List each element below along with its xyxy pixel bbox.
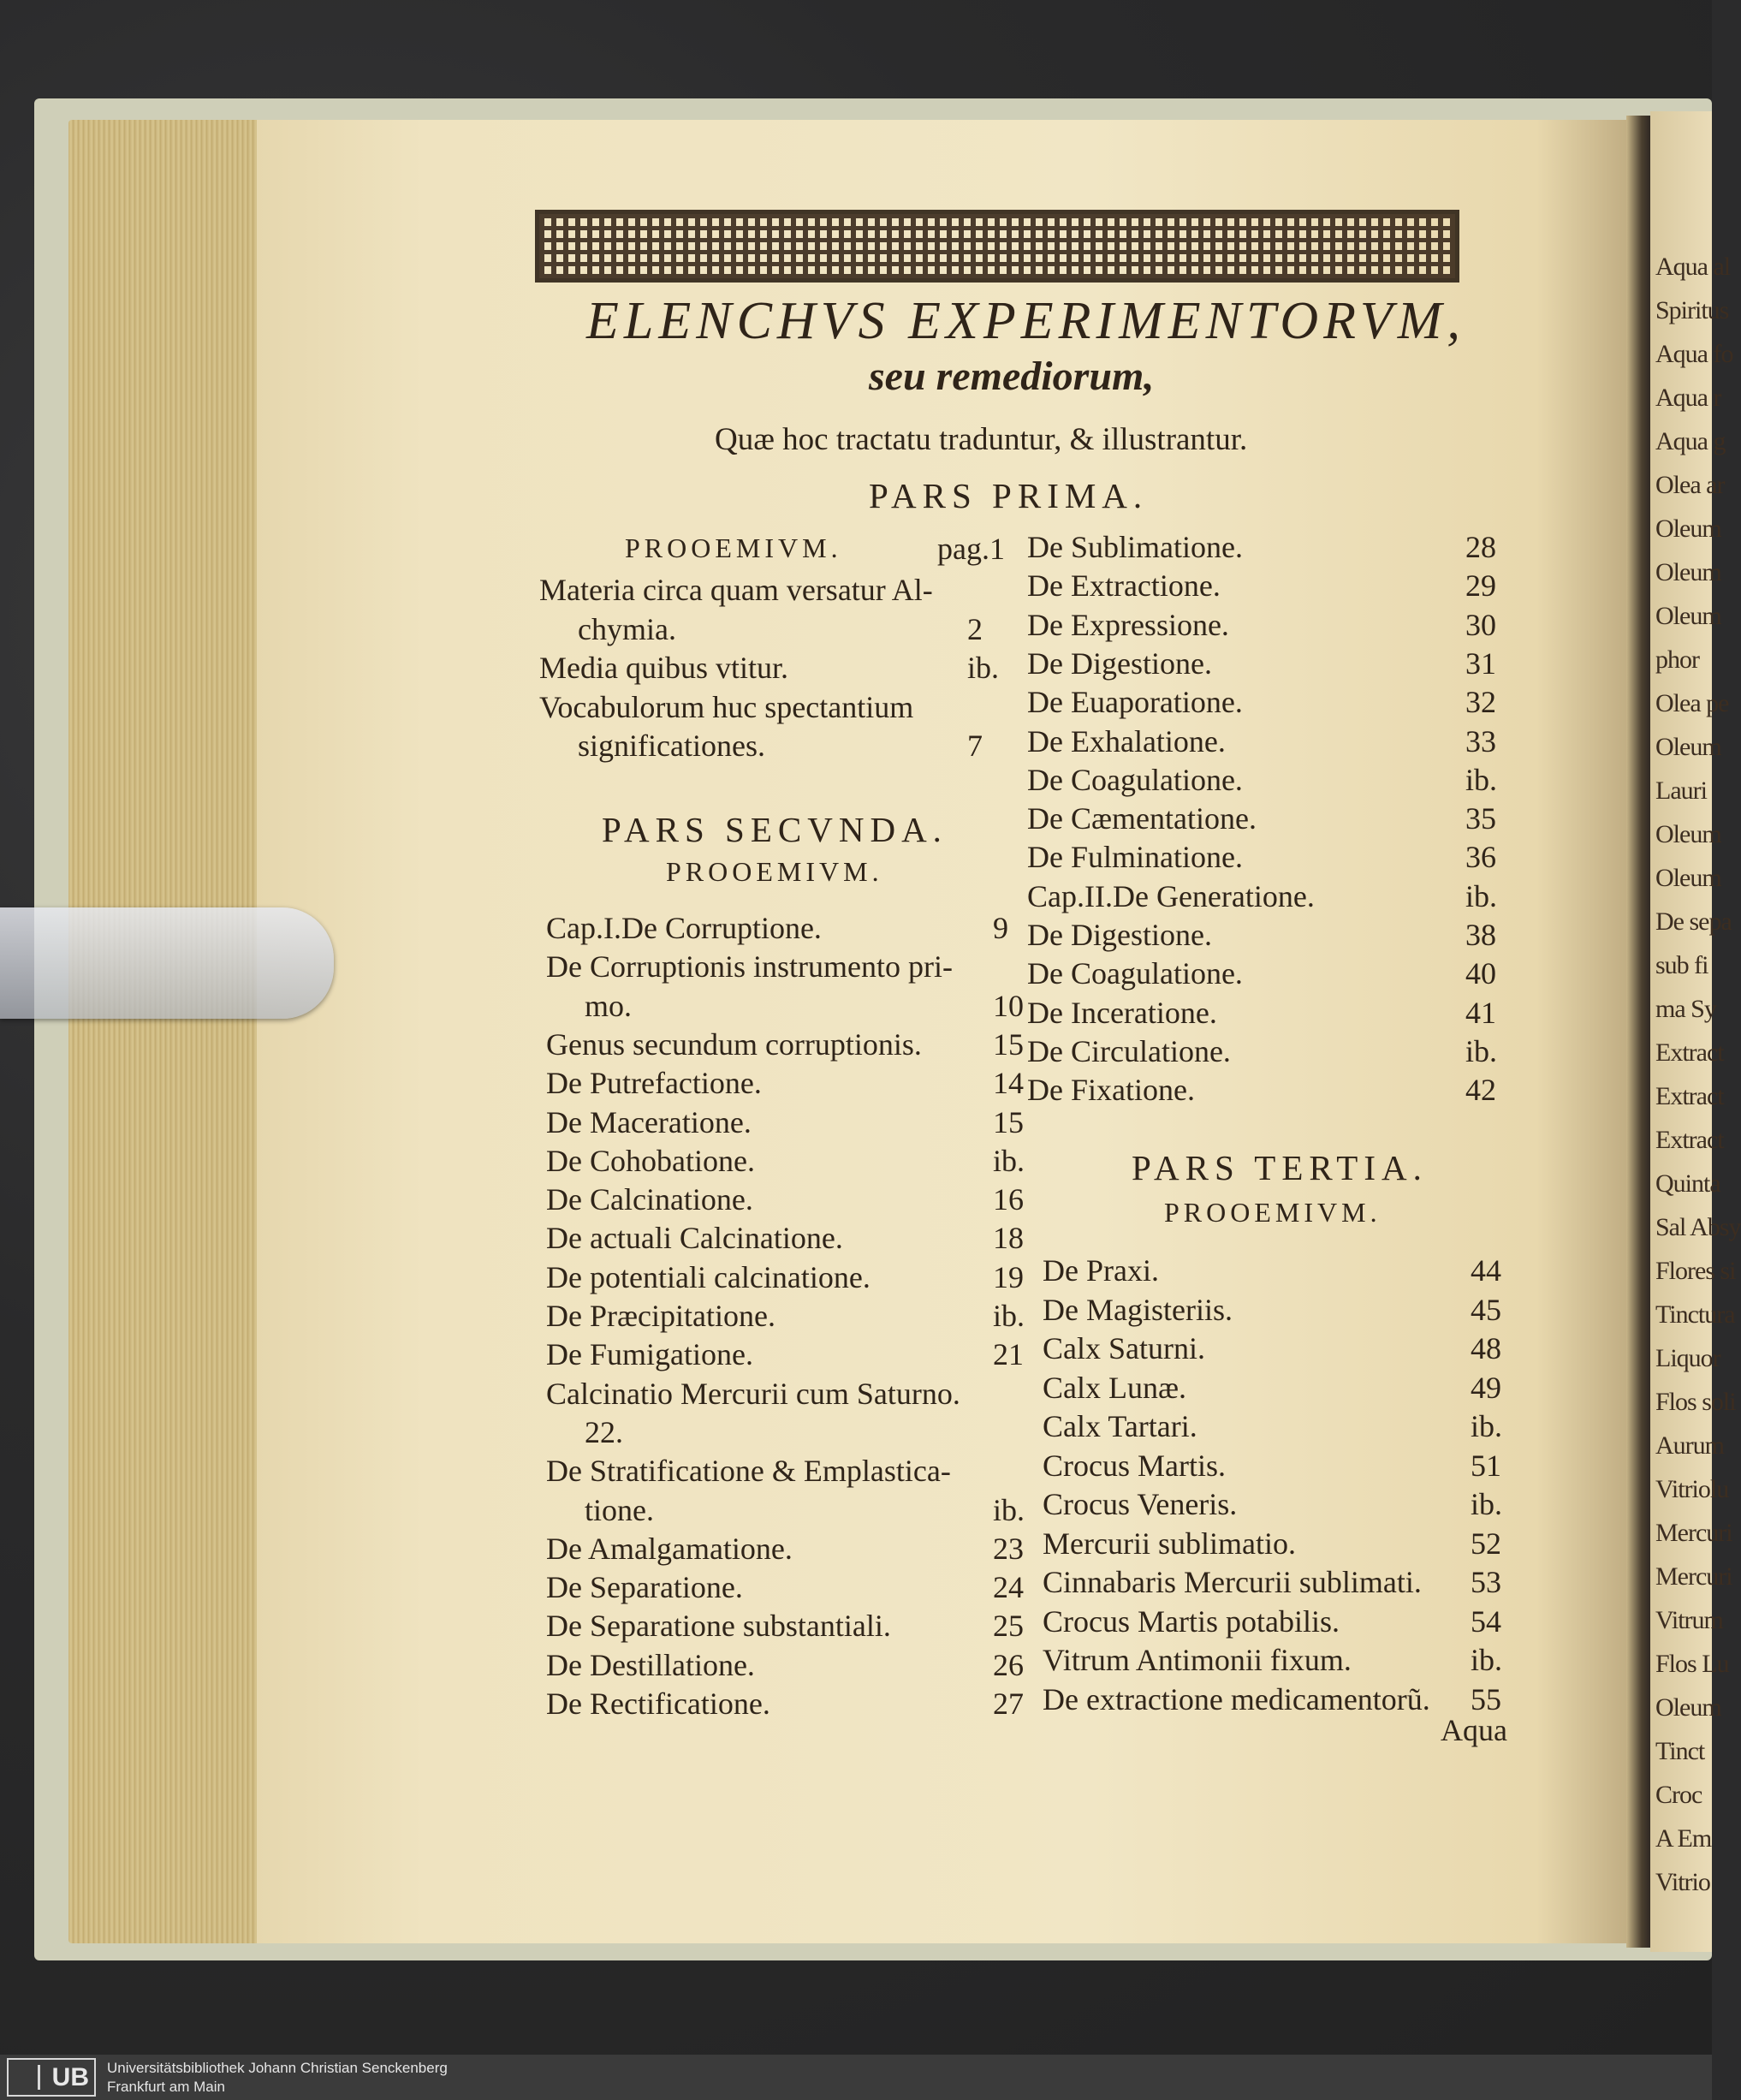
entry-title: mo.	[585, 988, 633, 1023]
adjacent-page-fragment: Olea ar	[1655, 471, 1725, 499]
book-clip	[0, 907, 334, 1019]
entry-page-number: ib.	[993, 1299, 1025, 1333]
page-title: ELENCHVS EXPERIMENTORVM,	[586, 292, 1465, 350]
adjacent-page-fragment: Oleum	[1655, 602, 1721, 630]
entry-page-number: 35	[1465, 801, 1496, 836]
entry-title: chymia.	[578, 611, 676, 646]
footer-library-city: Frankfurt am Main	[107, 2079, 225, 2095]
entry-page-number: 54	[1471, 1603, 1501, 1639]
entry-title: De Coagulatione.	[1027, 762, 1243, 797]
entry-title: De Separatione substantiali.	[546, 1609, 891, 1644]
adjacent-page-fragment: De sepa	[1655, 907, 1732, 936]
printers-ornament-band	[535, 210, 1459, 283]
entry-title: De Cæmentatione.	[1027, 801, 1257, 836]
entry-page-number: 18	[993, 1221, 1024, 1256]
part-secunda-heading: PARS SECVNDA.	[602, 810, 948, 849]
adjacent-page-fragment: Oleum	[1655, 558, 1721, 586]
entry-title: Materia circa quam versatur Al-	[539, 573, 933, 607]
entry-page-number: 14	[993, 1066, 1024, 1101]
adjacent-page-fragment: Extract	[1655, 1082, 1724, 1110]
entry-page-number: 53	[1471, 1565, 1501, 1599]
adjacent-page-fragment: Aqua fo	[1655, 340, 1733, 368]
entry-title: Cap.I.De Corruptione.	[546, 911, 822, 945]
entry-page-number: ib.	[993, 1143, 1025, 1178]
adjacent-page-fragment: Oleum	[1655, 864, 1721, 892]
adjacent-page-fragment: Aqua al	[1655, 253, 1731, 281]
adjacent-page-fragment: Flos Lu	[1655, 1650, 1729, 1678]
entry-title: 22.	[585, 1414, 623, 1449]
adjacent-page-fragment: Vitriolu	[1655, 1475, 1729, 1503]
entry-page-number: ib.	[1465, 878, 1498, 913]
adjacent-page-fragment: Flores si	[1655, 1257, 1736, 1285]
intro-line: Quæ hoc tractatu traduntur, & illustrantur.	[715, 422, 1248, 457]
entry-page-number: 9	[993, 911, 1008, 945]
entry-title: De Putrefactione.	[546, 1066, 762, 1101]
adjacent-page-fragment: Sal Absy	[1655, 1213, 1741, 1241]
entry-title: De Corruptionis instrumento pri-	[546, 949, 953, 985]
entry-page-number: 52	[1471, 1526, 1501, 1561]
entry-title: Vitrum Antimonii fixum.	[1043, 1643, 1352, 1677]
adjacent-page-fragment: Vitrum	[1655, 1606, 1723, 1634]
page-edges	[68, 120, 265, 1943]
entry-page-number: 38	[1465, 918, 1496, 952]
adjacent-page-fragment: Tinct	[1655, 1737, 1705, 1765]
entry-page-number: 24	[993, 1570, 1024, 1605]
entry-title: De Calcinatione.	[546, 1182, 753, 1217]
part-prima-proemium-page: pag.1	[937, 532, 1005, 566]
entry-title: De Magisteriis.	[1043, 1292, 1233, 1327]
entry-title: De Separatione.	[546, 1570, 743, 1605]
page-subtitle: seu remediorum,	[869, 354, 1155, 399]
entry-title: Crocus Martis potabilis.	[1043, 1603, 1340, 1639]
ub-logo	[7, 2058, 96, 2097]
entry-title: Crocus Veneris.	[1043, 1487, 1238, 1521]
entry-title: De Sublimatione.	[1027, 530, 1243, 564]
adjacent-page-fragment: Mercuri	[1655, 1519, 1732, 1547]
entry-page-number: 40	[1465, 956, 1496, 991]
part-tertia-heading: PARS TERTIA.	[1132, 1148, 1428, 1187]
entry-page-number: 26	[993, 1647, 1024, 1682]
entry-title: De Fulminatione.	[1027, 840, 1243, 875]
entry-page-number: 45	[1471, 1292, 1501, 1327]
adjacent-page-fragment: Tinctura	[1655, 1300, 1735, 1329]
entry-title: De Coagulatione.	[1027, 956, 1243, 991]
entry-title: De Praxi.	[1043, 1253, 1159, 1288]
entry-page-number: ib.	[993, 1492, 1025, 1527]
entry-page-number: ib.	[1471, 1487, 1503, 1521]
adjacent-page-fragment: Oleum	[1655, 515, 1721, 543]
entry-title: Crocus Martis.	[1043, 1448, 1226, 1483]
entry-page-number: 31	[1465, 645, 1496, 681]
entry-title: De actuali Calcinatione.	[546, 1221, 843, 1256]
entry-page-number: 28	[1465, 530, 1496, 564]
adjacent-page-fragment: A Em	[1655, 1824, 1712, 1853]
entry-title: Calx Lunæ.	[1043, 1370, 1186, 1405]
adjacent-page-fragment: sub fi	[1655, 951, 1708, 979]
entry-title: De Digestione.	[1027, 645, 1212, 681]
entry-page-number: 48	[1471, 1331, 1501, 1365]
adjacent-page-fragment: Aurum	[1655, 1431, 1724, 1460]
entry-page-number: ib.	[1471, 1409, 1503, 1443]
entry-title: Media quibus vtitur.	[539, 651, 788, 685]
entry-page-number: 29	[1465, 568, 1496, 604]
entry-page-number: 7	[967, 729, 983, 763]
entry-page-number: 44	[1471, 1253, 1501, 1288]
part-prima-heading: PARS PRIMA.	[869, 476, 1149, 515]
entry-title: De potentiali calcinatione.	[546, 1259, 870, 1294]
entry-title: De Euaporatione.	[1027, 685, 1243, 720]
adjacent-page-fragment: Extract	[1655, 1126, 1724, 1154]
entry-page-number: 55	[1471, 1681, 1501, 1716]
entry-title: De Digestione.	[1027, 918, 1212, 952]
entry-title: Vocabulorum huc spectantium	[539, 689, 914, 724]
adjacent-page-fragment: Oleum	[1655, 820, 1721, 848]
entry-title: De Inceratione.	[1027, 995, 1217, 1030]
entry-title: Genus secundum corruptionis.	[546, 1026, 922, 1062]
entry-page-number: 51	[1471, 1448, 1501, 1483]
adjacent-page-fragment: Oleum	[1655, 1693, 1721, 1722]
entry-page-number: 16	[993, 1182, 1024, 1217]
adjacent-page-fragment: ma Sy	[1655, 995, 1716, 1023]
book-gutter	[1626, 116, 1652, 1948]
entry-title: Calx Saturni.	[1043, 1331, 1205, 1365]
entry-page-number: 32	[1465, 685, 1496, 720]
catchword: Aqua	[1441, 1713, 1507, 1747]
adjacent-page-fragment: Vitrio	[1655, 1868, 1710, 1896]
entry-title: Cinnabaris Mercurii sublimati.	[1043, 1565, 1422, 1599]
adjacent-page-fragment: Extract	[1655, 1038, 1724, 1067]
entry-title: De extractione medicamentorũ.	[1043, 1681, 1430, 1716]
entry-title: De Expressione.	[1027, 607, 1229, 642]
adjacent-page-fragment: Liquor	[1655, 1344, 1720, 1372]
entry-page-number: 2	[967, 611, 983, 646]
adjacent-page-fragment: Mercuri	[1655, 1562, 1732, 1591]
entry-title: De Præcipitatione.	[546, 1299, 775, 1333]
entry-page-number: ib.	[1465, 1033, 1498, 1068]
ub-logo-mark-icon	[14, 2065, 40, 2090]
entry-page-number: 25	[993, 1609, 1024, 1644]
adjacent-page-fragment: phor	[1655, 645, 1699, 674]
entry-title: tione.	[585, 1492, 654, 1527]
entry-title: Calx Tartari.	[1043, 1409, 1197, 1443]
adjacent-page-fragment: Flos soli	[1655, 1388, 1736, 1416]
entry-page-number: 15	[993, 1026, 1024, 1062]
entry-title: De Cohobatione.	[546, 1143, 755, 1178]
entry-title: De Fumigatione.	[546, 1337, 753, 1372]
entry-page-number: 23	[993, 1531, 1024, 1566]
part-prima-proemium: PROOEMIVM.	[625, 532, 842, 563]
entry-page-number: 19	[993, 1259, 1024, 1294]
entry-page-number: 15	[993, 1104, 1024, 1139]
entry-page-number: 30	[1465, 607, 1496, 642]
entry-page-number: 33	[1465, 723, 1496, 758]
adjacent-page-fragment: Oleum	[1655, 733, 1721, 761]
entry-title: De Stratificatione & Emplastica-	[546, 1454, 951, 1489]
part-tertia-proemium: PROOEMIVM.	[1164, 1197, 1382, 1228]
entry-page-number: 36	[1465, 840, 1496, 875]
entry-title: Mercurii sublimatio.	[1043, 1526, 1296, 1561]
entry-title: De Maceratione.	[546, 1104, 752, 1139]
entry-title: De Fixatione.	[1027, 1073, 1195, 1108]
entry-page-number: 21	[993, 1337, 1024, 1372]
entry-title: De Extractione.	[1027, 568, 1221, 604]
entry-page-number: ib.	[1471, 1643, 1503, 1677]
adjacent-page-fragment: Spiritus	[1655, 296, 1729, 324]
entry-page-number: 41	[1465, 995, 1496, 1030]
entry-title: Cap.II.De Generatione.	[1027, 878, 1315, 913]
adjacent-page-fragment: Lauri	[1655, 776, 1707, 805]
adjacent-page	[1650, 111, 1741, 1952]
adjacent-page-fragment: Aqua g	[1655, 427, 1726, 455]
entry-page-number: ib.	[1465, 762, 1498, 797]
entry-title: Calcinatio Mercurii cum Saturno.	[546, 1376, 960, 1411]
entry-title: significationes.	[578, 729, 765, 763]
entry-page-number: 42	[1465, 1073, 1496, 1108]
entry-title: De Amalgamatione.	[546, 1531, 793, 1566]
entry-page-number: 10	[993, 988, 1024, 1023]
entry-title: De Rectificatione.	[546, 1687, 770, 1721]
adjacent-page-fragment: Croc	[1655, 1781, 1702, 1809]
adjacent-page-fragment: Olea pe	[1655, 689, 1729, 717]
entry-page-number: ib.	[967, 651, 1000, 685]
entry-title: De Destillatione.	[546, 1647, 755, 1682]
part-secunda-proemium: PROOEMIVM.	[666, 856, 883, 887]
entry-title: De Exhalatione.	[1027, 723, 1226, 758]
adjacent-page-fragment: Quinta	[1655, 1169, 1720, 1198]
entry-page-number: 49	[1471, 1370, 1501, 1405]
ub-logo-text: UB	[51, 2063, 89, 2091]
adjacent-page-fragment: Aqua r	[1655, 384, 1721, 412]
entry-title: De Circulatione.	[1027, 1033, 1231, 1068]
footer-library-name: Universitätsbibliothek Johann Christian Senckenberg	[107, 2060, 448, 2076]
entry-page-number: 27	[993, 1687, 1024, 1721]
